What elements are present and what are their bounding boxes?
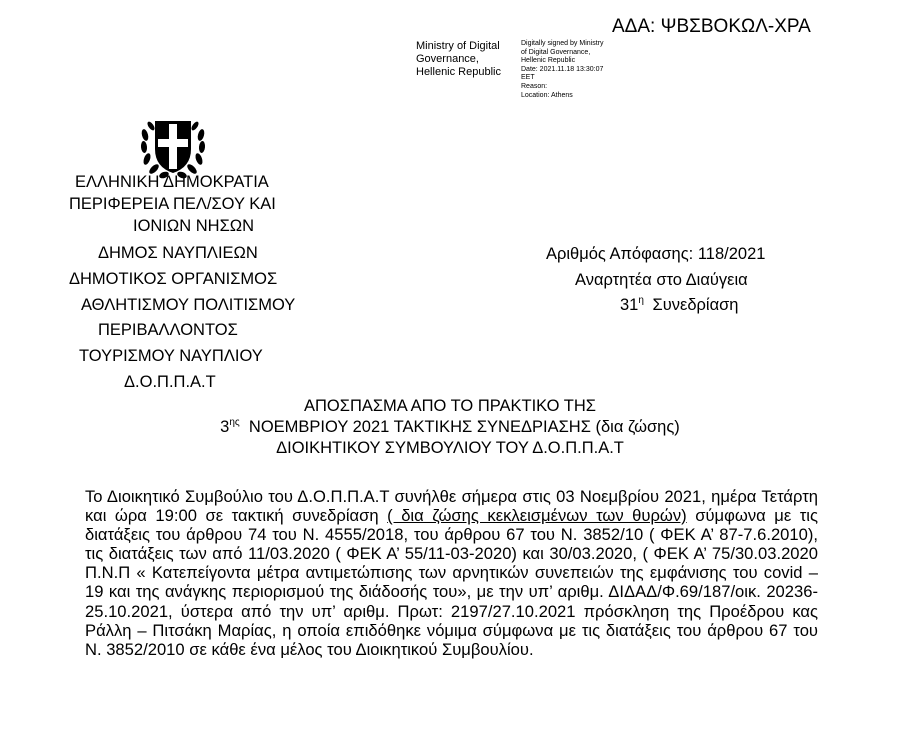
issuer-line: ΔΗΜΟΤΙΚΟΣ ΟΡΓΑΝΙΣΜΟΣ [69,270,278,288]
body-text: σύμφωνα με τις διατάξεις του άρθρου 74 του Ν. 4555/2018, του άρθρου 67 του Ν. 3852/10 ( ΦΕΚ Α’ 87-7.6.2010), τις διατάξεις των από 11/03.2020 ( ΦΕΚ Α’ 55/11-03-2020) και 30/03.2020, ( ΦΕΚ Α’ 75/30.03.2020 Π.Ν.Π « Κατεπείγοντα μέτρα αντιμετώπισης των αρνητικών συνεπειών της εμφάνισης του covid – 19 και της ανάγκης περιορισμού της διάδοσής του», με την υπ’ αριθμ. ΔΙΔΑΔ/Φ.69/187/οικ. 20236- 25.10.2021, ύστερα από την υπ’ αριθμ. Πρωτ: 2197/27.10.2021 πρόσκληση της Προέδρου κας Ράλλη – Πιτσάκη Μαρίας, η οποία επιδόθηκε νόμιμα σύμφωνα με τις διατάξεις του άρθρου 67 του Ν. 3852/2010 σε κάθε ένα μέλος του Διοικητικού Συμβουλίου. [85,506,818,659]
signature-details [521,40,631,100]
session-ordinal: 31 [620,296,639,314]
extract-title-line1: ΑΠΟΣΠΑΣΜΑ ΑΠΟ ΤΟ ΠΡΑΚΤΙΚΟ ΤΗΣ [303,397,596,415]
signature-line: Digitally signed by Ministry [521,40,604,47]
diavgeia-posting: Αναρτητέα στο Διαύγεια [575,271,748,289]
session-suffix: η [638,295,644,306]
session-word: Συνεδρίαση [652,296,739,314]
ada-code: ΑΔΑ: ΨΒΣΒΟΚΩΛ-ΧΡΑ [612,16,811,37]
signature-line: Reason: [521,82,548,90]
signature-line: EET [521,74,535,82]
issuer-line: Δ.Ο.Π.Π.Α.Τ [124,373,216,391]
issuer-line: ΑΘΛΗΤΙΣΜΟΥ ΠΟΛΙΤΙΣΜΟΥ [81,296,296,314]
body-underlined-text: ( δια ζώσης κεκλεισμένων των θυρών) [387,506,687,526]
issuer-line: ΠΕΡΙΦΕΡΕΙΑ ΠΕΛ/ΣΟΥ ΚΑΙ [69,195,276,213]
decision-number: Αριθμός Απόφασης: 118/2021 [546,245,766,263]
signature-line: Date: 2021.11.18 13:30:07 [521,65,604,73]
issuer-line: ΕΛΛΗΝΙΚΗ ΔΗΜΟΚΡΑΤΙΑ [75,173,269,191]
signer-line: Governance, [416,53,479,65]
signature-signer [416,40,516,79]
extract-title-line3: ΔΙΟΙΚΗΤΙΚΟΥ ΣΥΜΒΟΥΛΙΟΥ ΤΟΥ Δ.Ο.Π.Π.Α.Τ [276,439,624,457]
meeting-day-suffix: ης [229,417,240,428]
body-text: Το Διοικητικό Συμβούλιο του Δ.Ο.Π.Π.Α.Τ συνήλθε σήμερα στις 03 Νοεμβρίου 2021, ημέρα Τετάρτη και ώρα 19:00 σε τακτική συνεδρίαση [85,487,818,526]
signer-line: Ministry of Digital [416,40,500,52]
signer-line: Hellenic Republic [416,66,501,78]
meeting-title-rest: ΝΟΕΜΒΡΙΟΥ 2021 ΤΑΚΤΙΚΗΣ ΣΥΝΕΔΡΙΑΣΗΣ (δια ζώσης) [239,418,680,436]
issuer-line: ΠΕΡΙΒΑΛΛΟΝΤΟΣ [98,321,238,339]
signature-line: Location: Athens [521,91,573,99]
minutes-body-paragraph [85,487,818,659]
issuer-line: ΔΗΜΟΣ ΝΑΥΠΛΙΕΩΝ [98,244,258,262]
issuer-line: ΙΟΝΙΩΝ ΝΗΣΩΝ [133,217,255,235]
signature-line: Hellenic Republic [521,57,576,65]
session-number [620,295,738,315]
issuer-line: ΤΟΥΡΙΣΜΟΥ ΝΑΥΠΛΙΟΥ [79,347,263,365]
signature-line: of Digital Governance, [521,48,591,56]
meeting-day: 3 [220,418,230,436]
extract-title-line2 [0,418,900,437]
